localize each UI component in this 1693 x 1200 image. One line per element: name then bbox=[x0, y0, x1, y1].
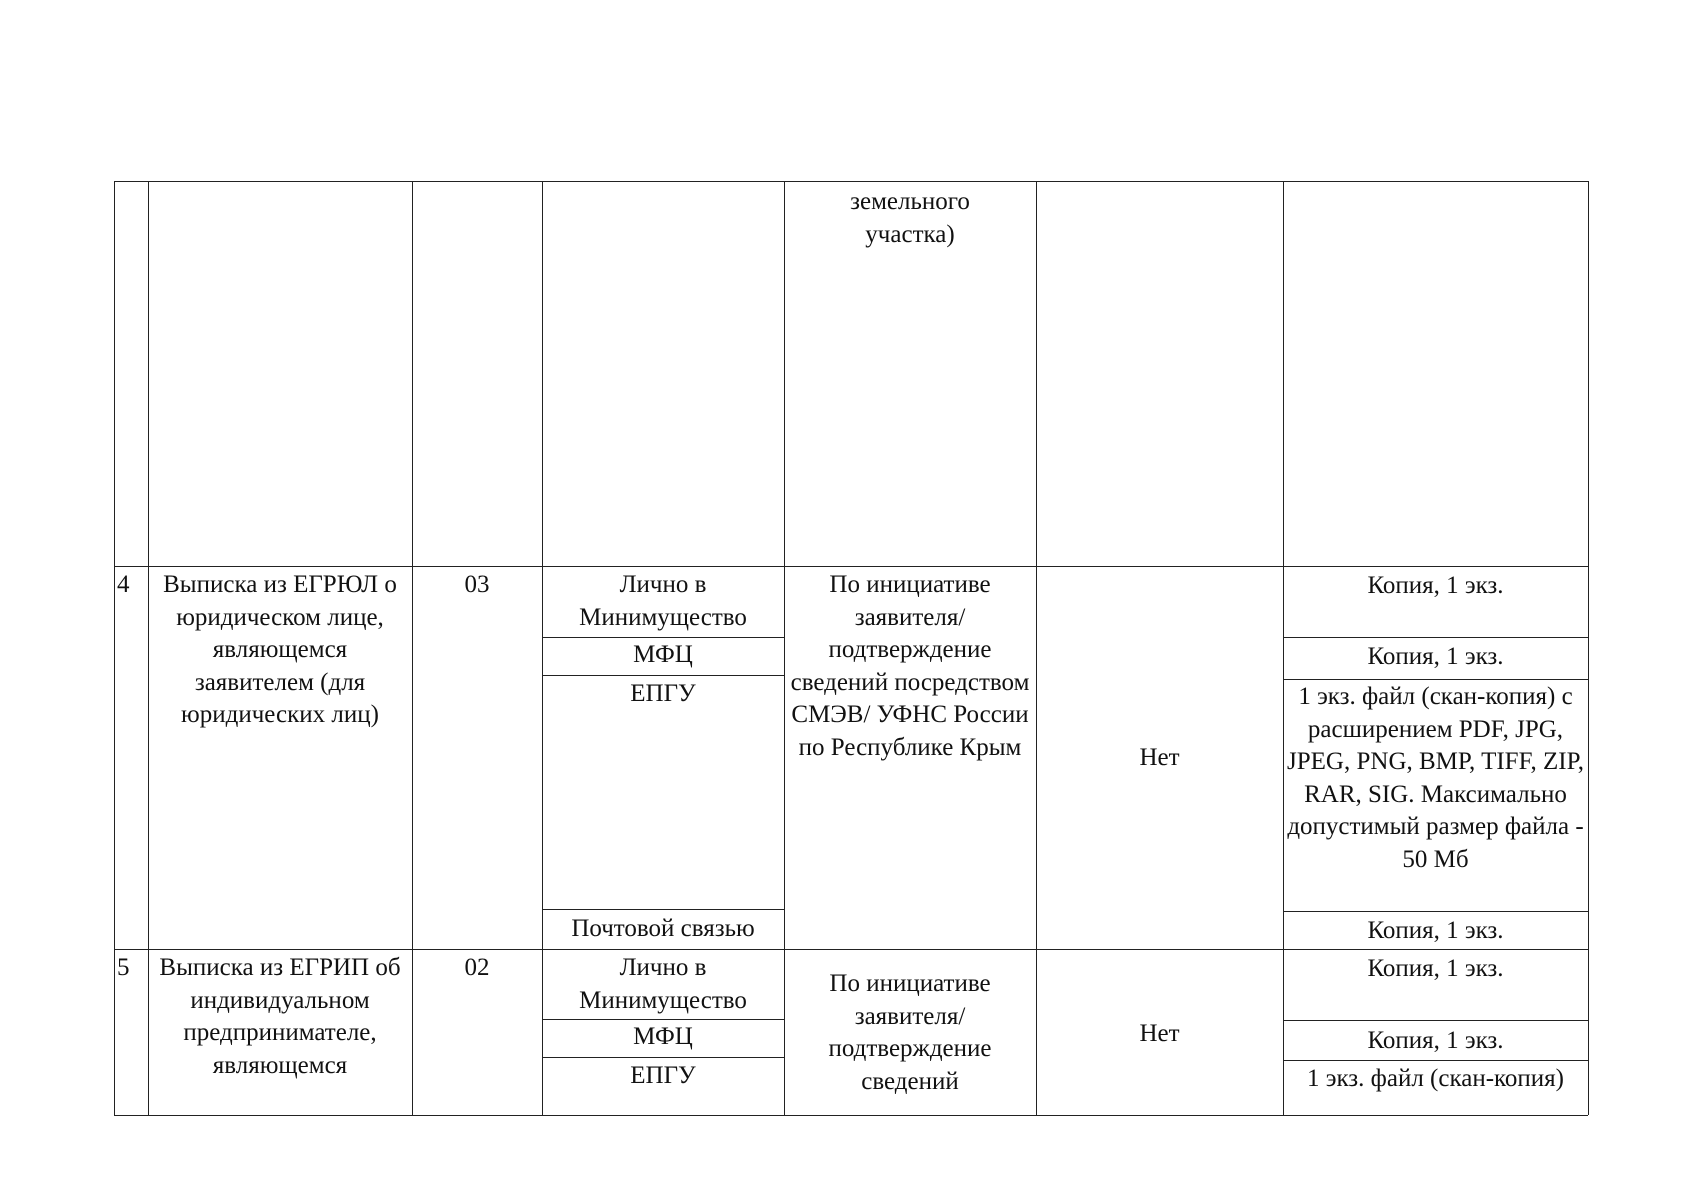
grid-line bbox=[114, 181, 1588, 182]
required-cell: Нет bbox=[1139, 1020, 1180, 1047]
grid-line bbox=[542, 1019, 784, 1020]
channel-cell: Почтовой связью bbox=[571, 915, 755, 942]
grid-line bbox=[1283, 637, 1588, 638]
basis-cell: По инициативе заявителя/ подтверждение сведений bbox=[828, 970, 992, 1095]
channel-cell: Лично в Минимущество bbox=[579, 571, 747, 631]
channel-cell: МФЦ bbox=[633, 641, 693, 668]
grid-line bbox=[1283, 679, 1588, 680]
row-number: 4 bbox=[117, 571, 130, 598]
required-cell: Нет bbox=[1139, 744, 1180, 771]
form-cell: 1 экз. файл (скан-копия) bbox=[1306, 1065, 1565, 1092]
form-cell: Копия, 1 экз. bbox=[1367, 917, 1504, 944]
grid-line bbox=[114, 566, 1588, 567]
grid-line bbox=[542, 1057, 784, 1058]
grid-line bbox=[542, 637, 784, 638]
grid-line bbox=[1036, 181, 1037, 1115]
grid-line bbox=[542, 909, 784, 910]
grid-line bbox=[1283, 911, 1588, 912]
channel-cell: Лично в Минимущество bbox=[579, 954, 747, 1014]
grid-line bbox=[1283, 1020, 1588, 1021]
grid-line bbox=[1283, 1060, 1588, 1061]
document-code: 03 bbox=[464, 571, 490, 598]
row-number: 5 bbox=[117, 954, 130, 981]
grid-line bbox=[1588, 181, 1589, 1115]
form-cell: Копия, 1 экз. bbox=[1367, 643, 1504, 670]
purpose-tail-cell: земельного участка) bbox=[850, 188, 970, 248]
form-cell: 1 экз. файл (скан-копия) с расширением PDF, JPG, JPEG, PNG, BMP, TIFF, ZIP, RAR, SIG. Максимально допустимый размер файла - 50 Мб bbox=[1287, 683, 1584, 873]
form-cell: Копия, 1 экз. bbox=[1367, 955, 1504, 982]
form-cell: Копия, 1 экз. bbox=[1367, 1027, 1504, 1054]
document-code: 02 bbox=[464, 954, 490, 981]
channel-cell: ЕПГУ bbox=[630, 680, 696, 707]
channel-cell: ЕПГУ bbox=[630, 1062, 696, 1089]
basis-cell: По инициативе заявителя/ подтверждение сведений посредством СМЭВ/ УФНС России по Республике Крым bbox=[790, 571, 1030, 761]
grid-line bbox=[114, 949, 1588, 950]
channel-cell: МФЦ bbox=[633, 1023, 693, 1050]
document-name: Выписка из ЕГРЮЛ о юридическом лице, являющемся заявителем (для юридических лиц) bbox=[163, 571, 397, 728]
document-name: Выписка из ЕГРИП об индивидуальном предпринимателе, являющемся bbox=[159, 954, 401, 1079]
grid-line bbox=[542, 675, 784, 676]
grid-line bbox=[114, 1115, 1588, 1116]
form-cell: Копия, 1 экз. bbox=[1367, 572, 1504, 599]
